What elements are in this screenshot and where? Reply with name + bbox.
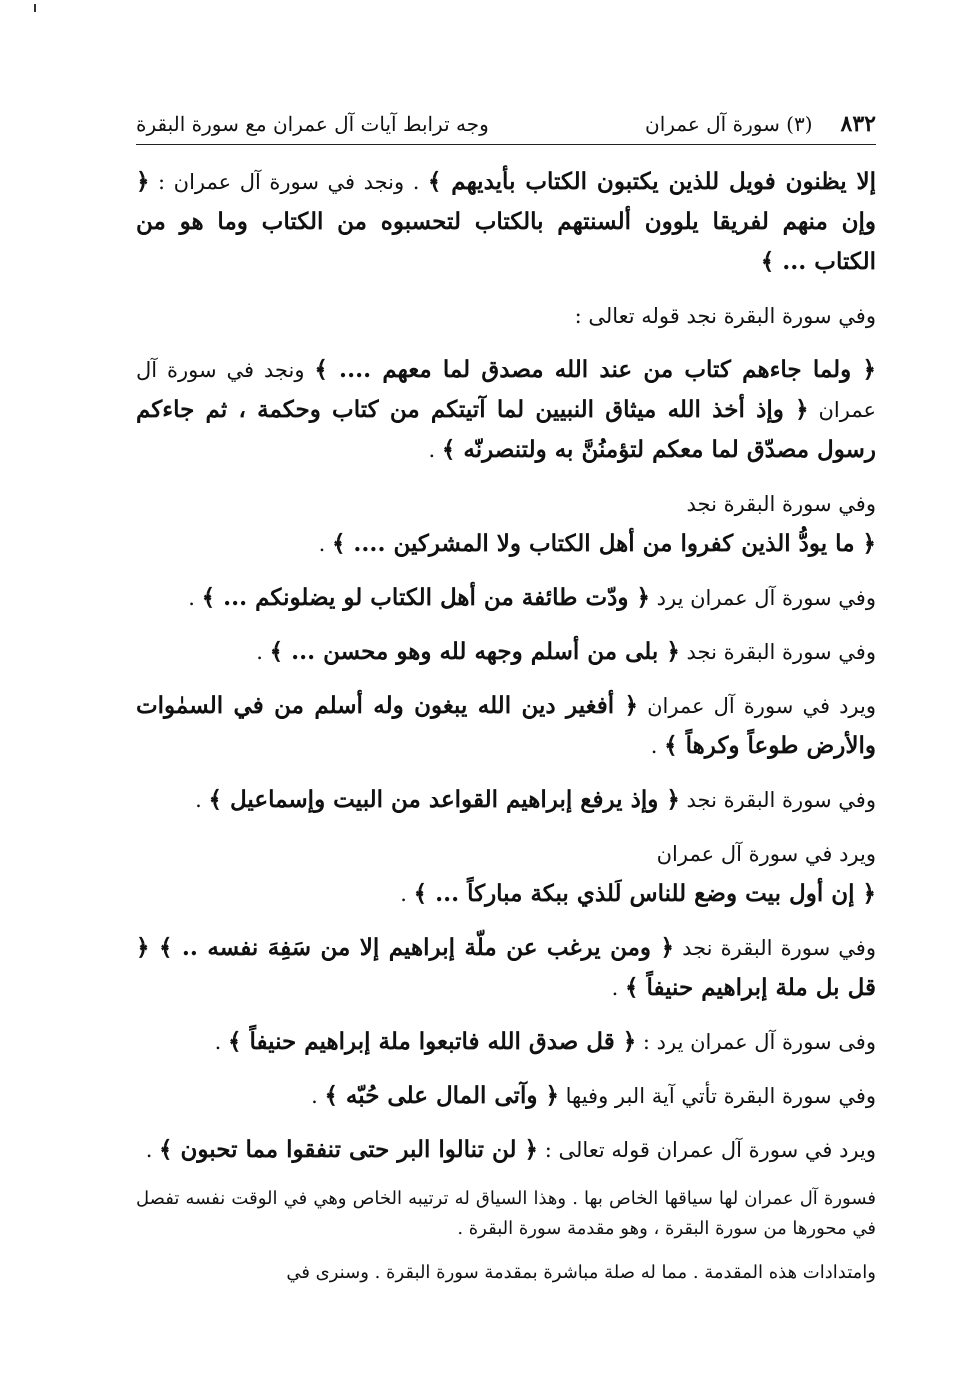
- quran-verse: ﴿ قل صدق الله فاتبعوا ملة إبراهيم حنيفاً ﴾: [228, 1028, 637, 1055]
- quran-verse: ﴿ أفغير دين الله يبغون وله أسلم من في السمٰوات والأرض طوعاً وكرهاً ﴾: [136, 692, 876, 759]
- paragraph: [136, 1076, 876, 1116]
- paragraph: [136, 296, 876, 336]
- quran-verse: ﴿ إن أول بيت وضع للناس لَلذي ببكة مباركاً ... ﴾: [413, 880, 876, 907]
- corner-mark: [34, 4, 36, 12]
- commentary-text: ويرد في سورة آل عمران: [638, 694, 876, 718]
- quran-verse: ﴿ وآتى المال على حُبّه ﴾: [324, 1082, 559, 1109]
- paragraph: [136, 686, 876, 766]
- quran-verse: ﴿ ولما جاءهم كتاب من عند الله مصدق لما معهم .... ﴾: [314, 356, 876, 383]
- commentary-text: . ونجد في سورة آل عمران :: [149, 170, 428, 194]
- paragraph: [136, 874, 876, 914]
- commentary-text: وفي سورة البقرة تأتي آية البر وفيها: [558, 1084, 876, 1108]
- header-right-group: [525, 110, 876, 138]
- commentary-text: .: [145, 1138, 160, 1162]
- quran-verse: ﴿ ومن يرغب عن ملّة إبراهيم إلا من سَفِهَ نفسه .. ﴾ ﴿ قل بل ملة إبراهيم حنيفاً ﴾: [136, 934, 876, 1001]
- paragraph: [136, 484, 876, 524]
- commentary-text: .: [400, 882, 414, 906]
- paragraph: [136, 834, 876, 874]
- paragraph: [136, 524, 876, 564]
- paragraph: [136, 578, 876, 618]
- commentary-text: وفي سورة البقرة نجد: [679, 788, 876, 812]
- body-text: [136, 162, 876, 1302]
- quran-verse: ﴿ وإذ يرفع إبراهيم القواعد من البيت وإسماعيل ﴾: [208, 786, 680, 813]
- quran-verse: ﴿ ما يودُّ الذين كفروا من أهل الكتاب ولا المشركين .... ﴾: [331, 530, 876, 557]
- paragraph: [136, 162, 876, 282]
- quran-verse: ﴿ ودّت طائفة من أهل الكتاب لو يضلونكم ... ﴾: [201, 584, 650, 611]
- header-divider: [136, 144, 876, 145]
- commentary-text: ويرد في سورة آل عمران: [656, 842, 876, 866]
- paragraph: [136, 350, 876, 470]
- commentary-text: وفي سورة البقرة نجد قوله تعالى :: [574, 304, 876, 328]
- chapter-title: (٣) سورة آل عمران: [645, 112, 813, 136]
- commentary-text: فسورة آل عمران لها سياقها الخاص بها . وهذا السياق له ترتيبه الخاص وهي في الوقت نفسه تفصل في محورها من سورة البقرة ، وهو مقدمة سورة البقرة .: [136, 1188, 876, 1239]
- commentary-text: وفي سورة البقرة نجد: [686, 492, 876, 516]
- paragraph: [136, 1184, 876, 1244]
- commentary-text: ونجد في سورة آل عمران: [136, 358, 876, 422]
- commentary-text: .: [188, 586, 202, 610]
- page-number: ٨٣٢: [840, 111, 876, 137]
- paragraph: [136, 928, 876, 1008]
- paragraph: [136, 1130, 876, 1170]
- commentary-text: وفي سورة آل عمران يرد: [649, 586, 876, 610]
- commentary-text: .: [650, 734, 665, 758]
- commentary-text: .: [311, 1084, 325, 1108]
- section-title: وجه ترابط آيات آل عمران مع سورة البقرة: [136, 112, 489, 136]
- commentary-text: وامتدادات هذه المقدمة . مما له صلة مباشرة بمقدمة سورة البقرة . وسنرى في: [286, 1262, 876, 1283]
- quran-verse: إلا يظنون فويل للذين يكتبون الكتاب بأيديهم ﴾: [427, 168, 876, 195]
- quran-verse: ﴿ لن تنالوا البر حتى تنفقوا مما تحبون ﴾: [159, 1136, 539, 1163]
- paragraph: [136, 1258, 876, 1288]
- quran-verse: ﴿ وإذ أخذ الله ميثاق النبيين لما آتيتكم من كتاب وحكمة ، ثم جاءكم رسول مصدّق لما معكم لتؤمنُنَّ به ولتنصرنّه ﴾: [136, 396, 876, 463]
- quran-verse: ﴿ وإن منهم لفريقا يلوون ألسنتهم بالكتاب لتحسبوه من الكتاب وما هو من الكتاب ... ﴾: [136, 168, 876, 275]
- commentary-text: وفي سورة البقرة نجد: [679, 640, 876, 664]
- commentary-text: وفي سورة البقرة نجد: [673, 936, 876, 960]
- commentary-text: .: [256, 640, 270, 664]
- paragraph: [136, 780, 876, 820]
- quran-verse: ﴿ بلى من أسلم وجهه لله وهو محسن ... ﴾: [269, 638, 680, 665]
- commentary-text: .: [611, 976, 625, 1000]
- commentary-text: .: [195, 788, 209, 812]
- commentary-text: ويرد في سورة آل عمران قوله تعالى :: [538, 1138, 876, 1162]
- commentary-text: .: [318, 532, 332, 556]
- paragraph: [136, 1022, 876, 1062]
- commentary-text: وفى سورة آل عمران يرد :: [636, 1030, 876, 1054]
- paragraph: [136, 632, 876, 672]
- running-header: [136, 100, 876, 138]
- commentary-text: .: [428, 438, 442, 462]
- commentary-text: .: [214, 1030, 229, 1054]
